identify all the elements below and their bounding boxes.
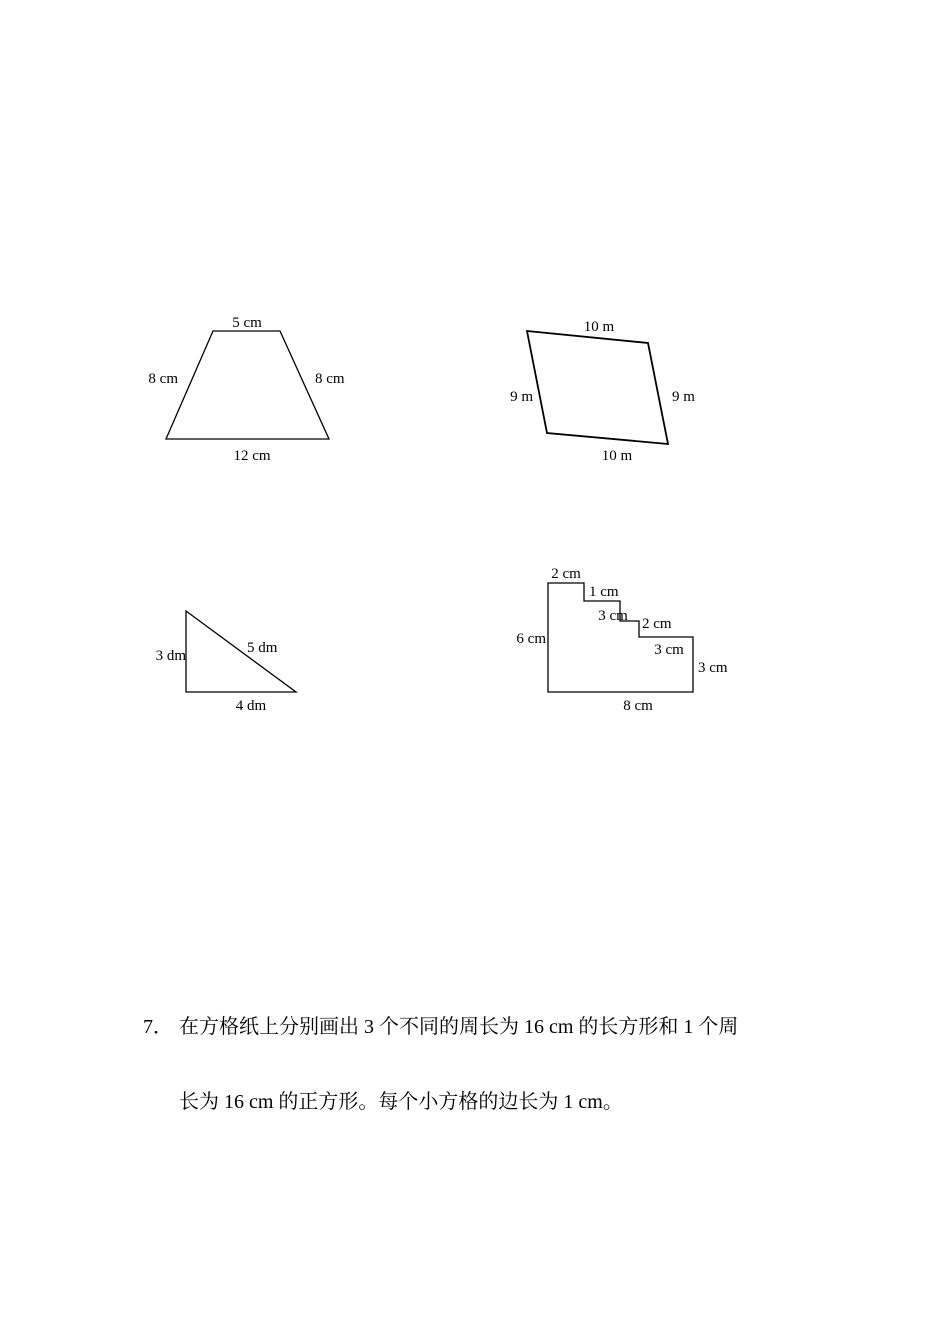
trapezoid-shape	[166, 331, 329, 439]
triangle-shape	[186, 611, 296, 692]
parallelogram-figure	[510, 319, 695, 464]
parallelogram-top-label: 10 m	[583, 319, 615, 335]
trapezoid-top-label: 5 cm	[232, 315, 262, 331]
question-line-1	[143, 1013, 843, 1041]
question-text-line-2: 长为 16 cm 的正方形。每个小方格的边长为 1 cm。	[179, 1091, 623, 1113]
staircase-step1-horizontal-label: 3 cm	[598, 608, 628, 624]
triangle-figure	[156, 611, 296, 714]
trapezoid-figure	[148, 315, 344, 464]
staircase-shape	[548, 583, 693, 692]
triangle-bottom-label: 4 dm	[235, 698, 267, 714]
parallelogram-right-label: 9 m	[672, 389, 695, 405]
staircase-left-label: 6 cm	[516, 631, 546, 647]
staircase-right-label: 3 cm	[698, 660, 728, 676]
question-text-line-1: 在方格纸上分别画出 3 个不同的周长为 16 cm 的长方形和 1 个周	[179, 1016, 739, 1038]
triangle-hypotenuse-label: 5 dm	[247, 640, 278, 656]
staircase-step1-vertical-label: 1 cm	[589, 584, 619, 600]
staircase-figure	[516, 566, 727, 714]
staircase-bottom-label: 8 cm	[623, 698, 653, 714]
staircase-step2-vertical-label: 2 cm	[642, 616, 672, 632]
triangle-left-label: 3 dm	[155, 648, 186, 664]
parallelogram-shape	[527, 331, 668, 444]
trapezoid-bottom-label: 12 cm	[233, 448, 271, 464]
parallelogram-left-label: 9 m	[510, 389, 533, 405]
trapezoid-left-label: 8 cm	[148, 371, 178, 387]
staircase-step2-horizontal-label: 3 cm	[654, 642, 684, 658]
staircase-top-label: 2 cm	[551, 566, 581, 582]
parallelogram-bottom-label: 10 m	[601, 448, 633, 464]
question-number: 7．	[143, 1016, 173, 1038]
trapezoid-right-label: 8 cm	[315, 371, 345, 387]
